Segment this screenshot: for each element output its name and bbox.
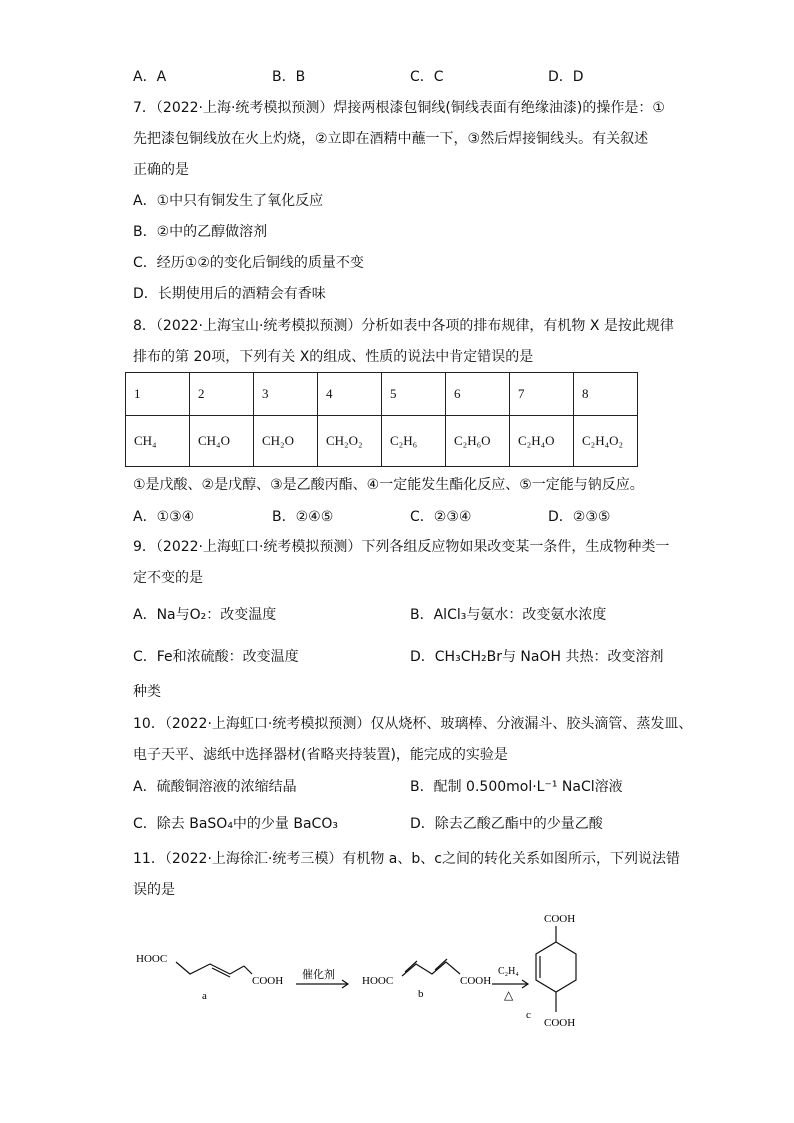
q10-option-a: A．硫酸铜溶液的浓缩结晶 xyxy=(133,779,297,795)
table-formula-cell: C₂H₄O xyxy=(510,416,574,467)
q8-option-b: B．②④⑤ xyxy=(272,509,334,525)
sequence-table xyxy=(125,372,638,467)
table-index-cell: 3 xyxy=(254,373,318,416)
table-formula-cell: CH₄O xyxy=(190,416,254,467)
table-index-cell: 2 xyxy=(190,373,254,416)
table-formula-cell: CH₂O xyxy=(254,416,318,467)
table-index-cell: 5 xyxy=(382,373,446,416)
q10-stem-line-2: 电子天平、滤纸中选择器材(省略夹持装置)，能完成的实验是 xyxy=(133,747,508,763)
q7-stem-line-1: 7．（2022·上海·统考模拟预测）焊接两根漆包铜线(铜线表面有绝缘油漆)的操作是：① xyxy=(133,100,665,116)
molecule-a-chain xyxy=(176,962,244,974)
q8-option-d: D．②③⑤ xyxy=(548,509,611,525)
q9-option-d-continued: 种类 xyxy=(133,684,161,700)
q9-option-c: C．Fe和浓硫酸：改变温度 xyxy=(133,649,299,665)
reaction-scheme xyxy=(120,900,640,1050)
q8-stem-line-1: 8．（2022·上海宝山·统考模拟预测）分析如表中各项的排布规律，有机物 X 是按此规律 xyxy=(133,318,674,334)
molecule-a-cooh: COOH xyxy=(252,975,284,987)
molecule-c-cooh-top: COOH xyxy=(544,913,576,925)
table-formula-cell: CH₂O₂ xyxy=(318,416,382,467)
q9-option-a: A．Na与O₂：改变温度 xyxy=(133,607,277,623)
q9-stem-line-2: 定不变的是 xyxy=(133,570,203,586)
table-formula-cell: CH₄ xyxy=(126,416,190,467)
q8-stem-line-2: 排布的第 20项，下列有关 X的组成、性质的说法中肯定错误的是 xyxy=(133,349,534,365)
q10-option-c: C．除去 BaSO₄中的少量 BaCO₃ xyxy=(133,816,338,832)
q11-stem-line-2: 误的是 xyxy=(133,882,175,898)
molecule-a-hooc: HOOC xyxy=(136,953,168,965)
prev-option-d: D．D xyxy=(548,69,584,85)
q8-statement: ①是戊酸、②是戊醇、③是乙酸丙酯、④一定能发生酯化反应、⑤一定能与钠反应。 xyxy=(133,477,644,493)
q7-option-a: A．①中只有铜发生了氧化反应 xyxy=(133,193,324,209)
heat-symbol: △ xyxy=(504,988,514,1002)
table-index-cell: 1 xyxy=(126,373,190,416)
q9-stem-line-1: 9．（2022·上海虹口·统考模拟预测）下列各组反应物如果改变某一条件，生成物种类一 xyxy=(133,539,670,555)
q7-option-b: B．②中的乙醇做溶剂 xyxy=(133,224,268,240)
q10-stem-line-1: 10．（2022·上海虹口·统考模拟预测）仅从烧杯、玻璃棒、分液漏斗、胶头滴管、蒸发皿、 xyxy=(133,716,693,732)
table-index-cell: 8 xyxy=(574,373,638,416)
prev-option-b: B．B xyxy=(272,69,306,85)
table-formula-cell: C₂H₆O xyxy=(446,416,510,467)
molecule-c-cooh-bottom: COOH xyxy=(544,1017,576,1029)
q10-option-d: D．除去乙酸乙酯中的少量乙酸 xyxy=(410,816,603,832)
q9-option-b: B．AlCl₃与氨水：改变氨水浓度 xyxy=(410,607,607,623)
molecule-b-cooh: COOH xyxy=(460,975,492,987)
q7-stem-line-2: 先把漆包铜线放在火上灼烧，②立即在酒精中蘸一下，③然后焊接铜线头。有关叙述 xyxy=(133,131,649,147)
table-formula-cell: C₂H₆ xyxy=(382,416,446,467)
molecule-a-label: a xyxy=(202,990,207,1002)
table-formula-cell: C₂H₄O₂ xyxy=(574,416,638,467)
molecule-c-ring xyxy=(536,942,576,992)
reagent-label: C₂H₄ xyxy=(498,966,519,977)
q11-stem-line-1: 11．（2022·上海徐汇·统考三模）有机物 a、b、c之间的转化关系如图所示，下列说法错 xyxy=(133,851,680,867)
q7-stem-line-3: 正确的是 xyxy=(133,162,189,178)
table-index-cell: 7 xyxy=(510,373,574,416)
q8-option-a: A．①③④ xyxy=(133,509,195,525)
molecule-b-label: b xyxy=(418,988,424,1000)
q7-option-c: C．经历①②的变化后铜线的质量不变 xyxy=(133,255,364,271)
q9-option-d: D．CH₃CH₂Br与 NaOH 共热：改变溶剂 xyxy=(410,649,664,665)
molecule-b-hooc: HOOC xyxy=(362,975,394,987)
molecule-c-label: c xyxy=(526,1009,531,1021)
table-index-cell: 4 xyxy=(318,373,382,416)
prev-option-c: C．C xyxy=(410,69,444,85)
q7-option-d: D．长期使用后的酒精会有香味 xyxy=(133,286,326,302)
q10-option-b: B．配制 0.500mol·L⁻¹ NaCl溶液 xyxy=(410,779,623,795)
prev-option-a: A．A xyxy=(133,69,167,85)
table-index-cell: 6 xyxy=(446,373,510,416)
catalyst-label: 催化剂 xyxy=(302,969,335,981)
q8-option-c: C．②③④ xyxy=(410,509,472,525)
molecule-b-chain xyxy=(402,962,460,976)
